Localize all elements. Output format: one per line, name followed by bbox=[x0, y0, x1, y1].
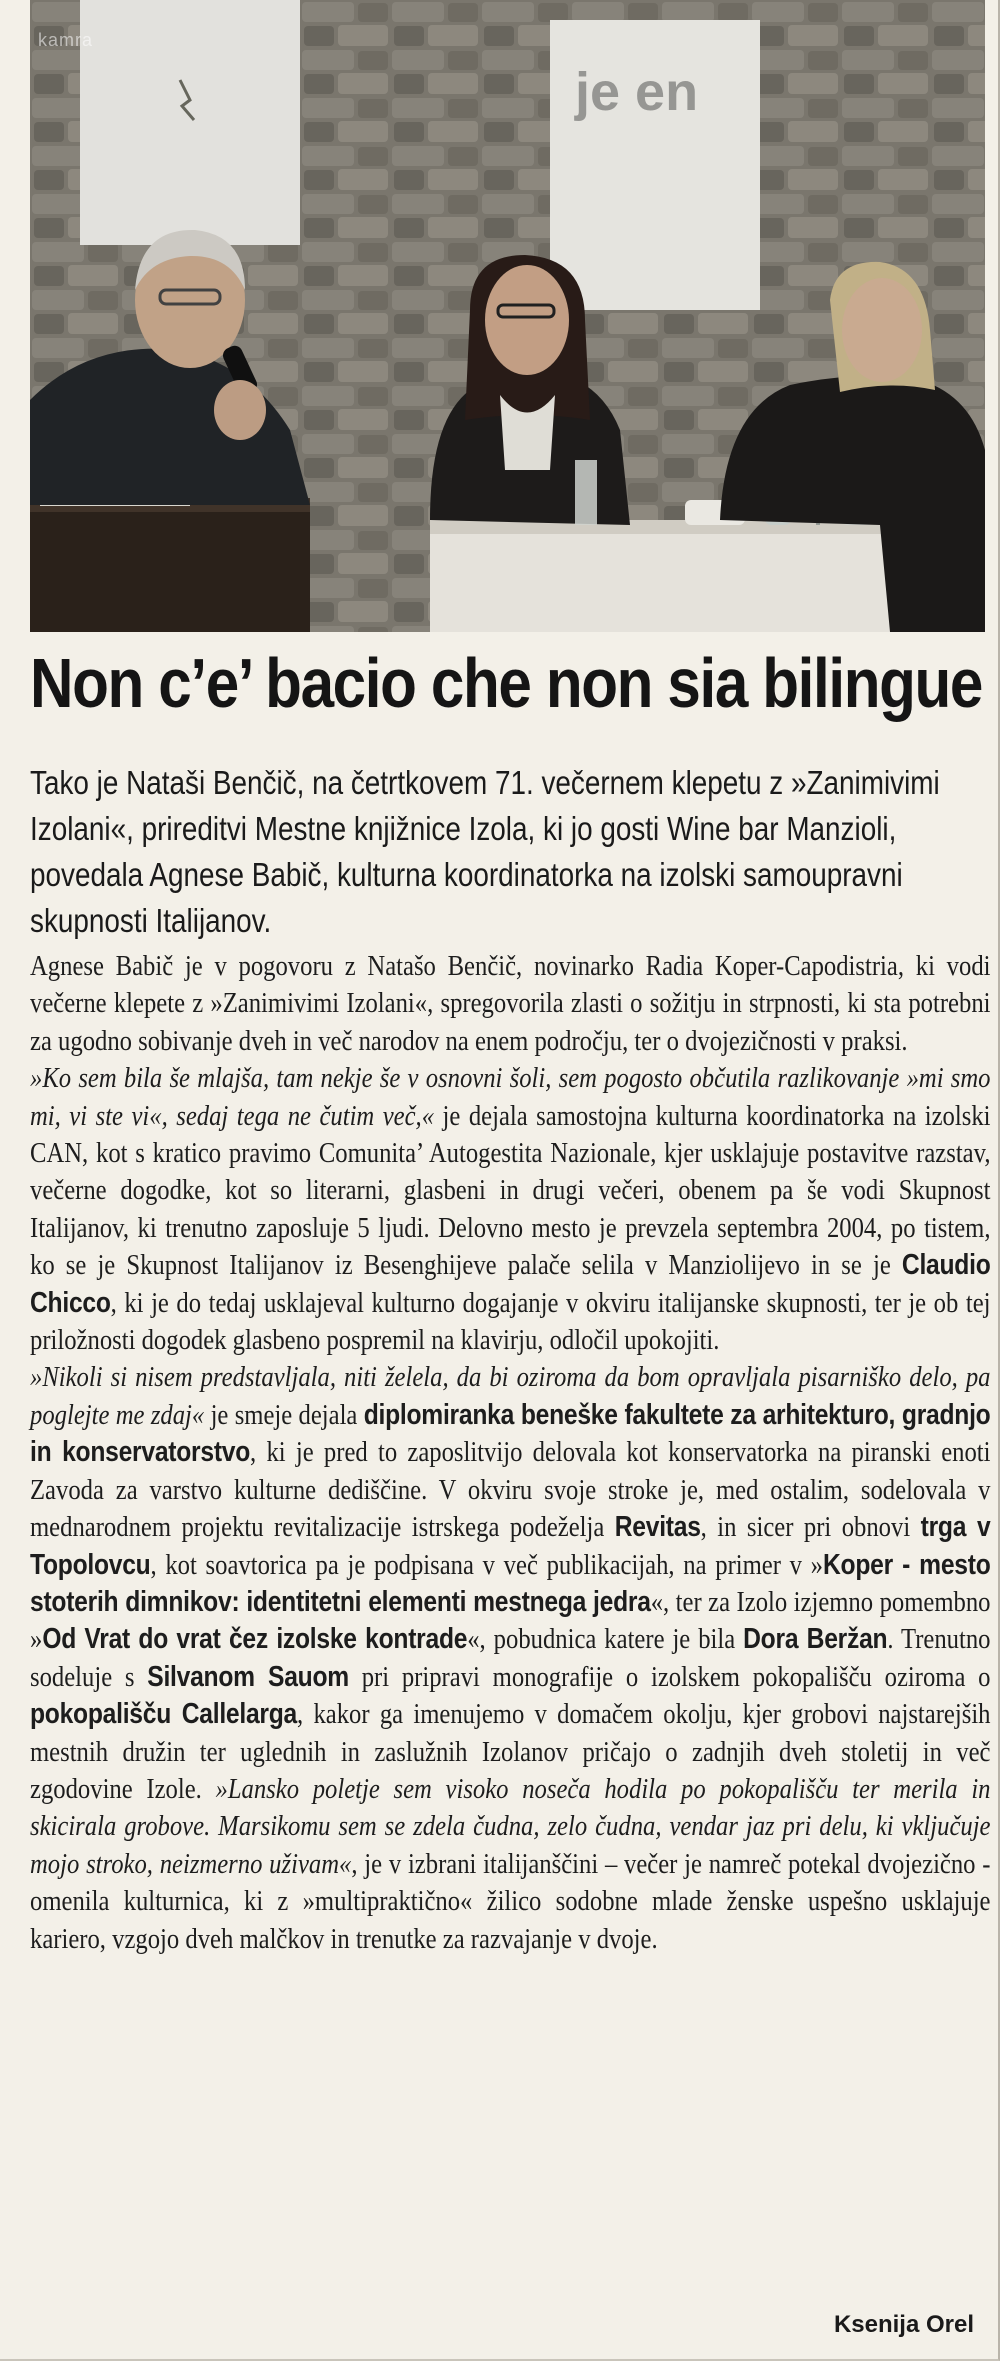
body-text: , ki je do tedaj usklajeval kulturno dogajanje v okviru italijanske skupnosti, ter je ob tej priložnosti dogodek glasbeno pospremil na klavirju, odločil upokojiti. bbox=[30, 1286, 991, 1357]
event-photo-illustration bbox=[30, 0, 985, 632]
watermark-text: kamra bbox=[38, 30, 94, 50]
body-paragraph-1: Agnese Babič je v pogovoru z Natašo Benčič, novinarko Radia Koper-Capodistria, ki vodi večerne klepete z »Zanimivimi Izolani«, spregovorila zlasti o sožitju in strpnosti, ki sta potrebni za ugodno sobivanje dveh in več narodov na enem področju, ter o dvojezičnosti v praksi. bbox=[30, 950, 991, 1057]
body-text: «, pobudnica katere je bila bbox=[467, 1623, 744, 1656]
body-text: pri pripravi monografije o izolskem pokopališču oziroma o bbox=[348, 1660, 991, 1693]
body-text: je dejala samostojna kulturna koordinatorka na izolski CAN, kot s kratico pravimo Comunita’ Autogestita Nazionale, kjer usklajuje postavitve razstav, večerne dogodke, kot so literarni, glasbeni in drugi večeri, obenem pa še vodi Skupnost Italijanov, ki trenutno zaposluje 5 ljudi. Delovno mesto je prevzela septembra 2004, po tistem, ko se je Skupnost Italijanov iz Besenghijeve palače selila v Manziolijevo in se je bbox=[30, 1099, 991, 1282]
body-text: «, ter za Izolo izjemno pomembno » bbox=[30, 1585, 991, 1656]
headline: Non c’e’ bacio che non sia bilingue bbox=[30, 644, 983, 722]
quote-1: »Ko sem bila še mlajša, tam nekje še v osnovni šoli, sem pogosto občutila razlikovanje »mi smo mi, vi ste vi«, sedaj tega ne čutim več,« bbox=[30, 1062, 991, 1132]
body-text: , in sicer pri obnovi bbox=[700, 1511, 921, 1544]
body-text: . Trenutno sodeluje s bbox=[30, 1623, 991, 1693]
name-claudio-chicco: Claudio Chicco bbox=[30, 1249, 991, 1319]
author-byline: Ksenija Orel bbox=[833, 2311, 974, 2338]
body-text: je smeje dejala bbox=[204, 1398, 364, 1431]
bold-revitas: Revitas bbox=[614, 1511, 701, 1544]
body-paragraph-2 bbox=[30, 1060, 991, 1359]
body-text: , je v izbrani italijanščini – večer je namreč potekal dvojezično - omenila kulturnica, ki z »multipraktično« žilico sodobne mlade ženske uspešno usklajuje kariero, vzgojo dveh malčkov in trenutke za razvajanje v dvoje. bbox=[30, 1847, 991, 1955]
bold-publication-koper: Koper - mesto stoterih dimnikov: identitetni elementi mestnega jedra bbox=[30, 1548, 991, 1618]
body-text: , kakor ga imenujemo v domačem okolju, kjer grobovi najstarejših mestnih družin ter uglednih in zaslužnih Izolanov pričajo o zadnjih dveh stoletij in več zgodovine Izole. bbox=[30, 1698, 991, 1805]
article-body bbox=[30, 948, 991, 1958]
body-text: , kot soavtorica pa je podpisana v več publikacijah, na primer v » bbox=[150, 1548, 824, 1581]
lead-paragraph: Tako je Nataši Benčič, na četrtkovem 71. večernem klepetu z »Zanimivimi Izolani«, prireditvi Mestne knjižnice Izola, ki jo gosti Wine bar Manzioli, povedala Agnese Babič, kulturna koordinatorka na izolski samoupravni skupnosti Italijanov. bbox=[30, 764, 940, 939]
name-dora-berzan: Dora Beržan bbox=[743, 1623, 888, 1656]
svg-text:je en: je en bbox=[575, 62, 699, 122]
bold-topolovec: trga v Topolovcu bbox=[30, 1511, 991, 1581]
quote-3: »Lansko poletje sem visoko noseča hodila po pokopališču ter merila in skicirala grobove. Marsikomu sem se zdela čudna, zelo čudna, vendar jaz pri delu, ki vključuje mojo stroko, neizmerno uživam« bbox=[30, 1772, 991, 1880]
event-photo bbox=[30, 0, 985, 632]
name-silvano-sau: Silvanom Sauom bbox=[147, 1660, 349, 1693]
body-paragraph-3 bbox=[30, 1359, 991, 1958]
bold-callelarga: pokopališču Callelarga bbox=[30, 1698, 298, 1731]
bold-faculty: diplomiranka beneške fakultete za arhitekturo, gradnjo in konservatorstvo bbox=[30, 1398, 991, 1469]
body-text: , ki je pred to zaposlitvijo delovala kot konservatorka na piranski enoti Zavoda za varstvo kulturne dediščine. V okviru svoje stroke je, med ostalim, sodelovala v mednarodnem projektu revitalizacije istrskega podeželja bbox=[30, 1436, 991, 1544]
bold-publication-izola: Od Vrat do vrat čez izolske kontrade bbox=[42, 1623, 468, 1656]
quote-2: »Nikoli si nisem predstavljala, niti želela, da bi oziroma da bom opravljala pisarniško delo, pa poglejte me zdaj« bbox=[30, 1361, 991, 1431]
